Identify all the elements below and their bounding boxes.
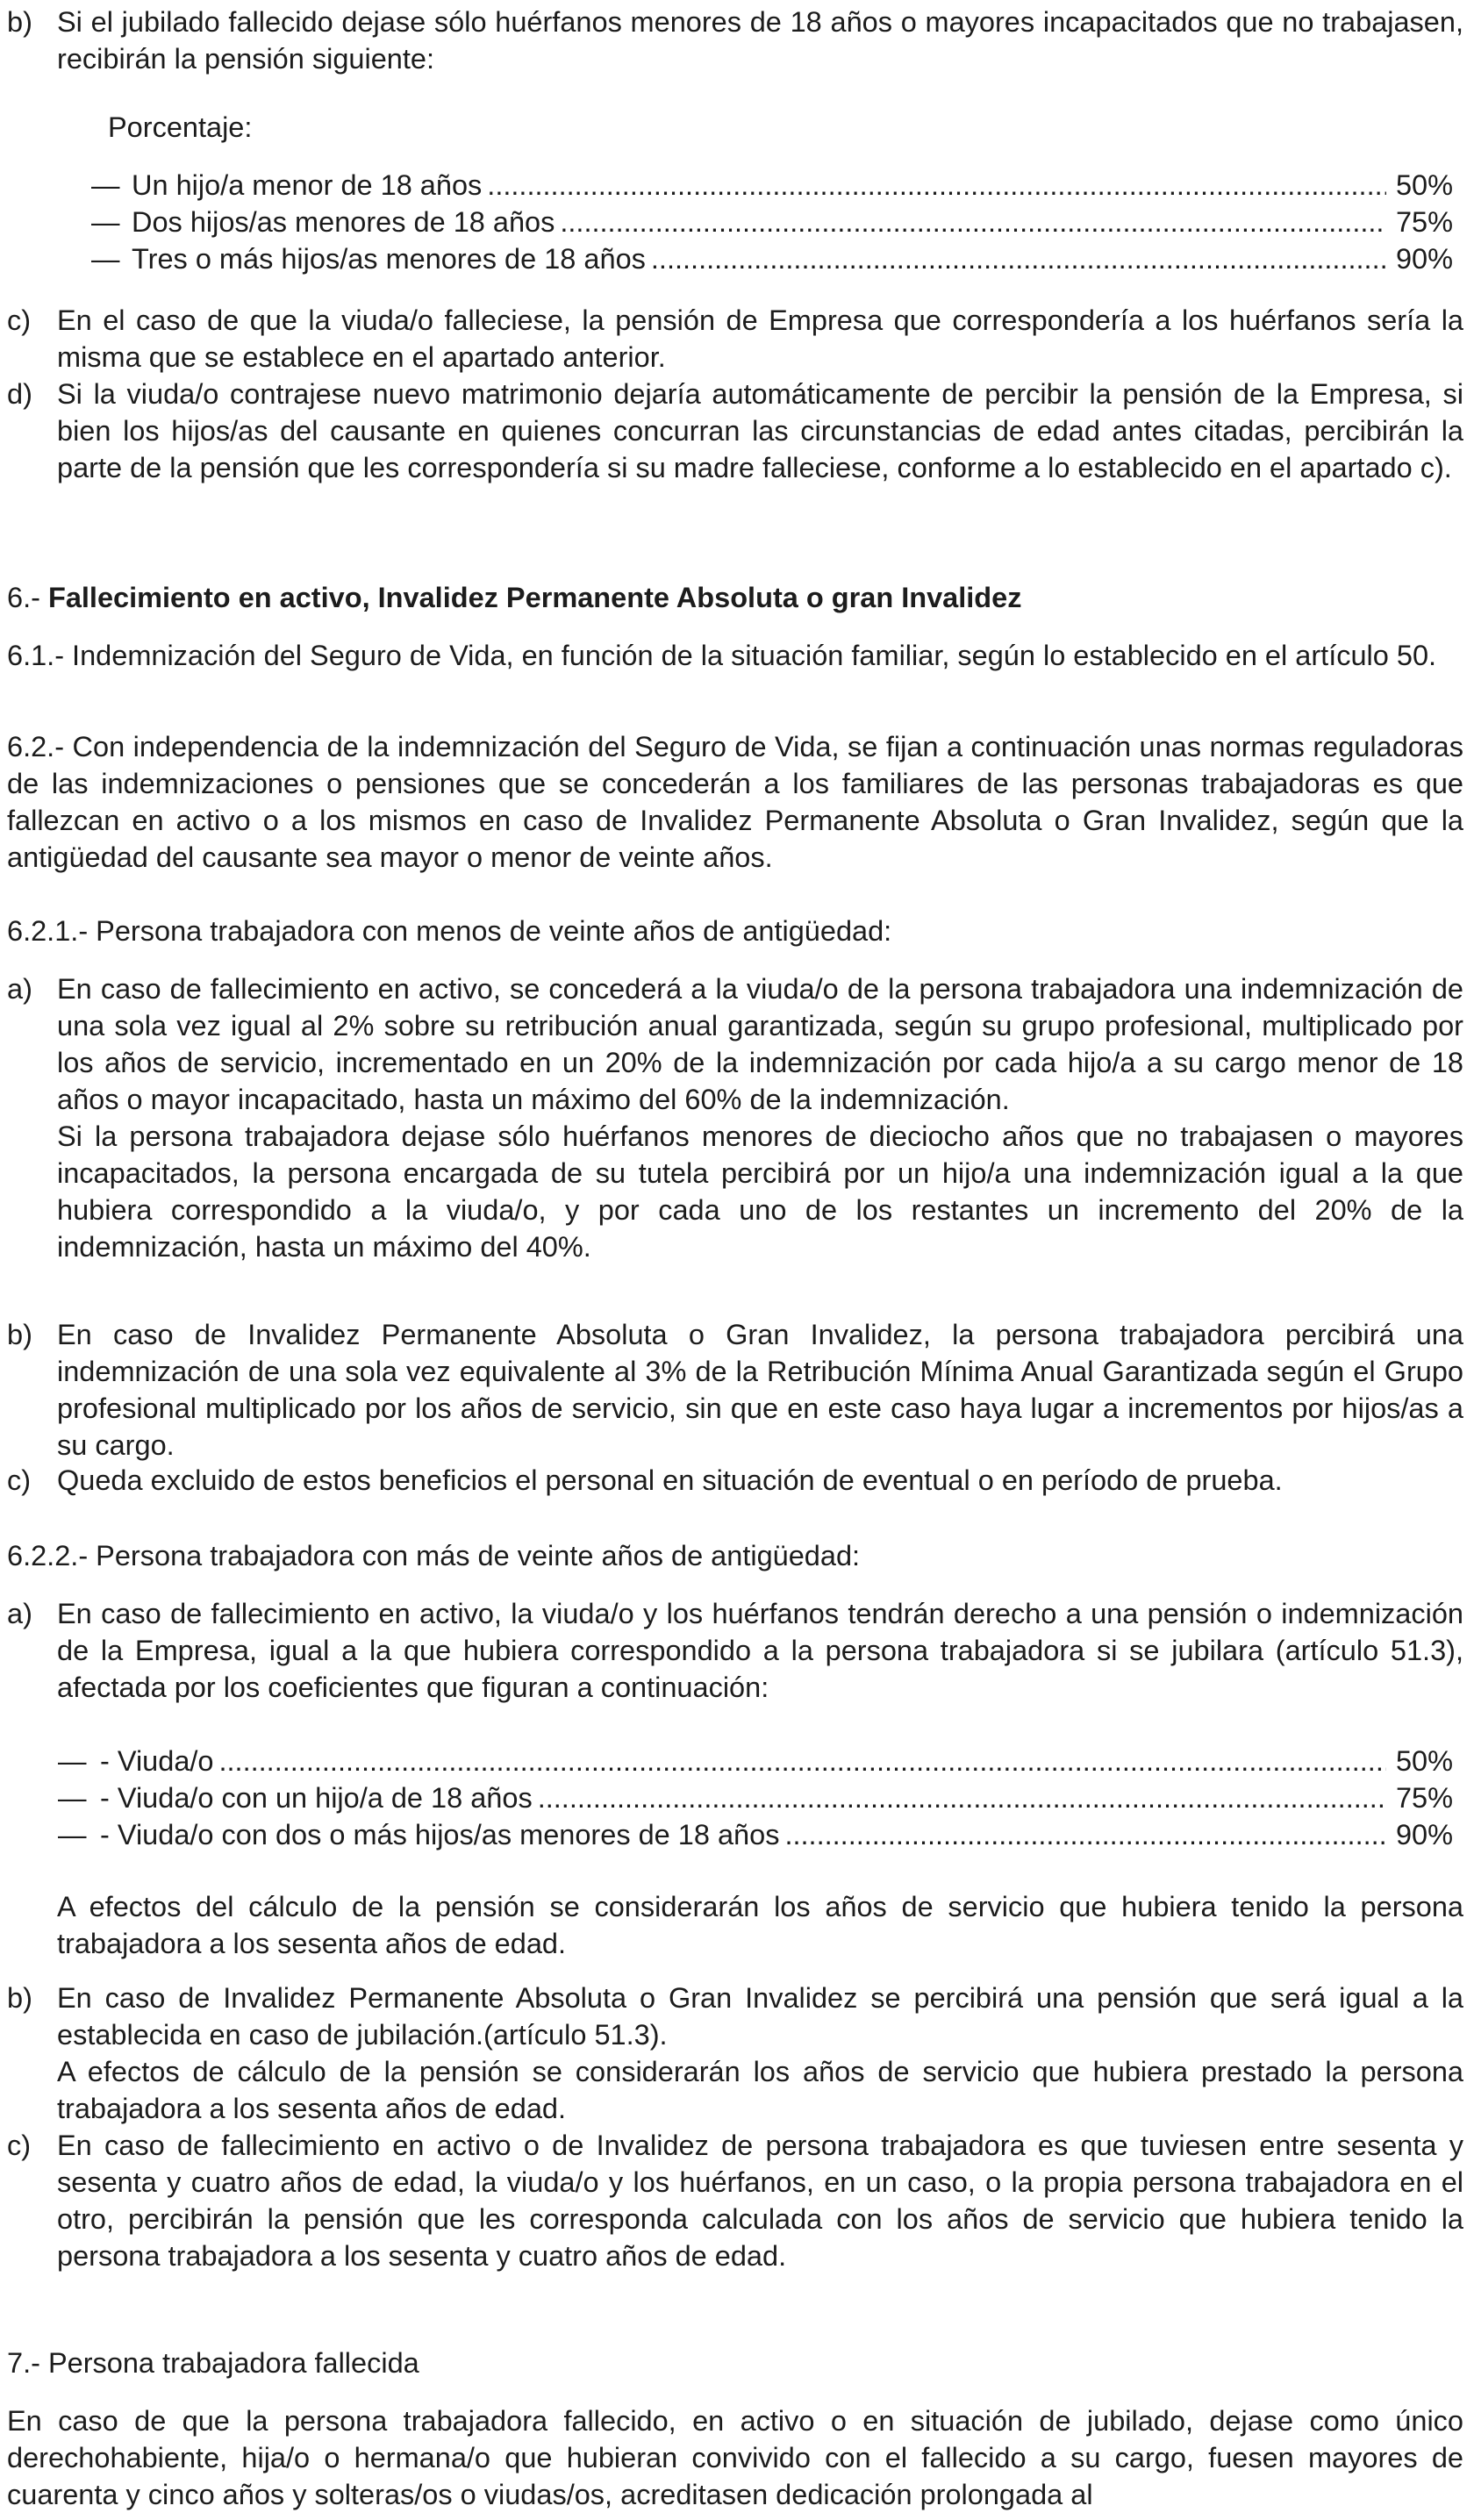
item-label: c) <box>7 304 32 336</box>
dash: — <box>91 243 120 275</box>
row-text: Dos hijos/as menores de 18 años <box>132 206 555 238</box>
row-value: 75% <box>1395 1782 1453 1814</box>
item-6-2-1-a <box>7 970 1463 1265</box>
paragraph-6-1: 6.1.- Indemnización del Seguro de Vida, en función de la situación familiar, según lo establecido en el artículo 50. <box>7 640 1437 671</box>
percent-row <box>58 1779 1453 1816</box>
item-b-orphans <box>7 4 1463 77</box>
row-value: 50% <box>1395 1745 1453 1777</box>
widow-percent-list <box>58 1743 1453 1853</box>
dash: — <box>91 169 120 201</box>
row-text: Tres o más hijos/as menores de 18 años <box>132 243 646 275</box>
dash: — <box>91 206 120 238</box>
item-label: b) <box>7 1319 32 1350</box>
heading-6-2-1: 6.2.1.- Persona trabajadora con menos de veinte años de antigüedad: <box>7 915 892 947</box>
item-6-2-1-c <box>7 1462 1463 1499</box>
row-text: - Viuda/o con dos o más hijos/as menores de 18 años <box>100 1819 780 1851</box>
heading-6-2-2: 6.2.2.- Persona trabajadora con más de veinte años de antigüedad: <box>7 1540 861 1571</box>
percent-row <box>91 240 1453 277</box>
item-label: b) <box>7 1982 32 2014</box>
item-6-2-1-b <box>7 1316 1463 1464</box>
percent-row <box>91 204 1453 240</box>
heading-number: 6.- <box>7 582 40 613</box>
item-label: a) <box>7 973 32 1005</box>
percent-row <box>58 1816 1453 1853</box>
orphan-percent-list <box>91 167 1453 277</box>
item-text: En caso de fallecimiento en activo, la viuda/o y los huérfanos tendrán derecho a una pensión o indemnización de la Empresa, igual a la que hubiera correspondido a la persona trabajadora si se jubilara (artículo 51.3), afectada por los coeficientes que figuran a continuación: <box>57 1598 1463 1703</box>
percent-row <box>91 167 1453 204</box>
dot-leader <box>560 204 1386 240</box>
paragraph-7: En caso de que la persona trabajadora fallecido, en activo o en situación de jubilado, dejase como único derechohabiente, hija/o o hermana/o que hubieran convivido con el fallecido a su cargo, fuesen mayores de cuarenta y cinco años y solteras/os o viudas/os, acreditasen dedicación prolongada al <box>7 2405 1463 2510</box>
item-text: Queda excluido de estos beneficios el personal en situación de eventual o en período de prueba. <box>57 1464 1283 1496</box>
dash: — <box>58 1819 87 1851</box>
item-text: Si el jubilado fallecido dejase sólo huérfanos menores de 18 años o mayores incapacitados que no trabajasen, recibirán la pensión siguiente: <box>57 6 1463 75</box>
item-body <box>57 1979 1463 2127</box>
dash: — <box>58 1745 87 1777</box>
row-text: Un hijo/a menor de 18 años <box>132 169 483 201</box>
row-text: - Viuda/o <box>100 1745 214 1777</box>
item-text: A efectos de cálculo de la pensión se considerarán los años de servicio que hubiera prestado la persona trabajadora a los sesenta años de edad. <box>57 2056 1463 2124</box>
dot-leader <box>538 1779 1386 1816</box>
heading-title: Fallecimiento en activo, Invalidez Permanente Absoluta o gran Invalidez <box>47 582 1022 613</box>
item-6-2-2-b <box>7 1979 1463 2127</box>
item-text: Si la persona trabajadora dejase sólo huérfanos menores de dieciocho años que no trabajasen o mayores incapacitados, la persona encargada de su tutela percibirá por un hijo/a una indemnización igual a la que hubiera correspondido a la viuda/o, y por cada uno de los restantes un incremento del 20% de la indemnización, hasta un máximo del 40%. <box>57 1120 1463 1263</box>
row-value: 90% <box>1395 1819 1453 1851</box>
item-d-remarriage <box>7 376 1463 486</box>
dot-leader <box>487 167 1386 204</box>
row-value: 90% <box>1395 243 1453 275</box>
section-6-heading <box>7 579 1463 616</box>
item-label: c) <box>7 2130 32 2161</box>
dot-leader <box>784 1816 1386 1853</box>
dash: — <box>58 1782 87 1814</box>
row-value: 75% <box>1395 206 1453 238</box>
item-body <box>57 970 1463 1265</box>
dot-leader <box>651 240 1386 277</box>
dot-leader <box>219 1743 1387 1779</box>
item-c-widow-death <box>7 302 1463 376</box>
item-6-2-2-a <box>7 1595 1463 1706</box>
row-value: 50% <box>1395 169 1453 201</box>
paragraph-6-2: 6.2.- Con independencia de la indemnización del Seguro de Vida, se fijan a continuación unas normas reguladoras de las indemnizaciones o pensiones que se concederán a los familiares de las personas trabajadoras es que fallezcan en activo o a los mismos en caso de Invalidez Permanente Absoluta o Gran Invalidez, según que la antigüedad del causante sea mayor o menor de veinte años. <box>7 731 1463 873</box>
item-label: c) <box>7 1464 32 1496</box>
item-text: En caso de Invalidez Permanente Absoluta o Gran Invalidez se percibirá una pensión que será igual a la establecida en caso de jubilación.(artículo 51.3). <box>57 1982 1463 2051</box>
item-label: a) <box>7 1598 32 1629</box>
item-6-2-2-c <box>7 2127 1463 2274</box>
item-text: En el caso de que la viuda/o falleciese, la pensión de Empresa que correspondería a los huérfanos sería la misma que se establece en el apartado anterior. <box>57 304 1463 373</box>
percent-row <box>58 1743 1453 1779</box>
item-label: d) <box>7 378 32 410</box>
item-text: En caso de Invalidez Permanente Absoluta o Gran Invalidez, la persona trabajadora percibirá una indemnización de una sola vez equivalente al 3% de la Retribución Mínima Anual Garantizada según el Grupo profesional multiplicado por los años de servicio, sin que en este caso haya lugar a incrementos por hijos/as a su cargo. <box>57 1319 1463 1461</box>
item-text: En caso de fallecimiento en activo o de Invalidez de persona trabajadora es que tuviesen entre sesenta y sesenta y cuatro años de edad, la viuda/o y los huérfanos, en un caso, o la propia persona trabajadora en el otro, percibirán la pensión que les corresponda calculada con los años de servicio que hubiera tenido la persona trabajadora a los sesenta y cuatro años de edad. <box>57 2130 1463 2272</box>
row-text: - Viuda/o con un hijo/a de 18 años <box>100 1782 533 1814</box>
item-6-2-2-a-note: A efectos del cálculo de la pensión se considerarán los años de servicio que hubiera tenido la persona trabajadora a los sesenta años de edad. <box>57 1891 1463 1959</box>
item-text: Si la viuda/o contrajese nuevo matrimonio dejaría automáticamente de percibir la pensión de la Empresa, si bien los hijos/as del causante en quienes concurran las circunstancias de edad antes citadas, percibirán la parte de la pensión que les correspondería si su madre falleciese, conforme a lo establecido en el apartado c). <box>57 378 1463 483</box>
item-label: b) <box>7 6 32 38</box>
heading-7: 7.- Persona trabajadora fallecida <box>7 2347 419 2379</box>
item-text: En caso de fallecimiento en activo, se concederá a la viuda/o de la persona trabajadora una indemnización de una sola vez igual al 2% sobre su retribución anual garantizada, según su grupo profesional, multiplicado por los años de servicio, incrementado en un 20% de la indemnización por cada hijo/a a su cargo menor de 18 años o mayor incapacitado, hasta un máximo del 60% de la indemnización. <box>57 973 1463 1115</box>
porcentaje-label: Porcentaje: <box>108 111 253 143</box>
